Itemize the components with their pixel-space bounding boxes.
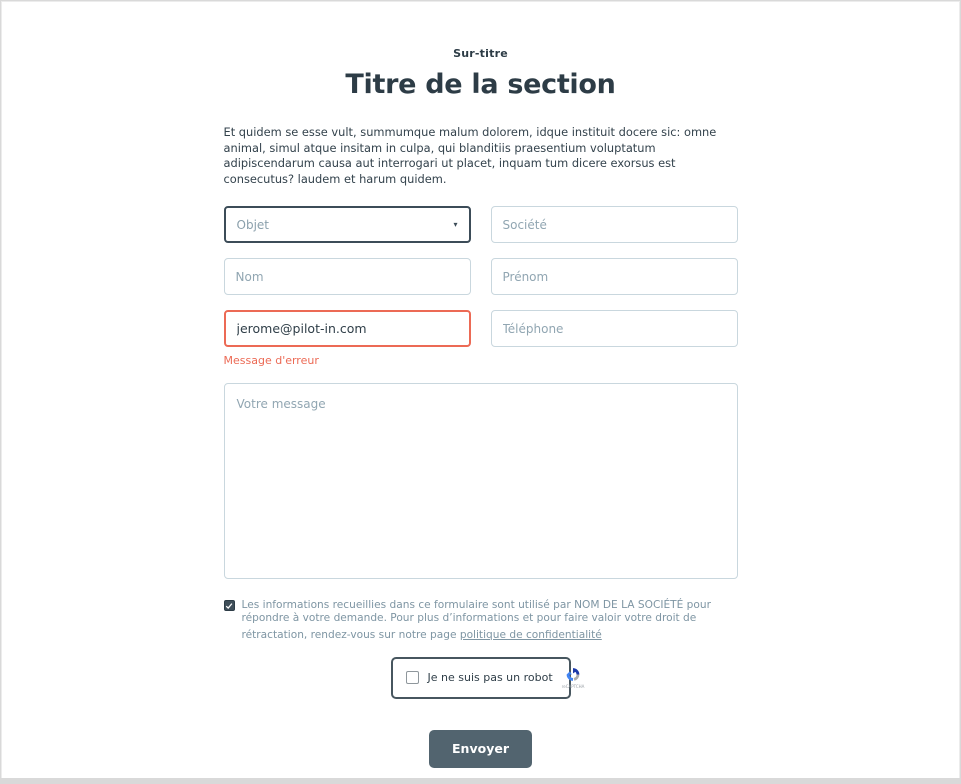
telephone-field[interactable]: [491, 310, 738, 347]
privacy-consent: [224, 599, 738, 642]
chevron-down-icon: ▾: [453, 219, 458, 229]
form-row-3: [224, 310, 738, 347]
check-icon: [225, 602, 233, 610]
form-row-2: [224, 258, 738, 295]
contact-form: [224, 206, 738, 768]
section-surtitle: Sur-titre: [453, 47, 508, 60]
societe-field[interactable]: [491, 206, 738, 243]
submit-wrap: [224, 730, 738, 768]
objet-select[interactable]: [224, 206, 471, 243]
recaptcha-checkbox[interactable]: [406, 671, 419, 684]
privacy-text-body: Les informations recueillies dans ce formulaire sont utilisé par NOM DE LA SOCIÉTÉ pour répondre à votre demande. Pour plus d’informations et pour faire valoir votre droit de rétractation, rendez-vous sur notre page: [241, 599, 711, 641]
email-field[interactable]: [224, 310, 471, 347]
intro-paragraph: Et quidem se esse vult, summumque malum dolorem, idque instituit docere sic: omne animal, simul atque insitam in culpa, qui blanditiis praesentium voluptatum adipiscendarum causa aut interrogari ut placet, inquam tum dicere exorsus est consecutus? laudem et harum quidem.: [223, 125, 717, 186]
email-error-message: Message d'erreur: [223, 354, 319, 367]
privacy-policy-link[interactable]: politique de confidentialité: [459, 629, 602, 641]
contact-section: [224, 2, 738, 768]
recaptcha-icon: [564, 666, 582, 683]
prenom-field[interactable]: [491, 258, 738, 295]
recaptcha-wrap: [224, 657, 738, 699]
privacy-checkbox[interactable]: [224, 600, 235, 611]
nom-field[interactable]: [224, 258, 471, 295]
recaptcha-logo: [562, 666, 585, 689]
page-title: Titre de la section: [345, 69, 616, 100]
privacy-text: [242, 599, 738, 642]
form-row-1: [224, 206, 738, 243]
submit-button[interactable]: Envoyer: [429, 730, 532, 768]
page-card: [1, 1, 960, 778]
message-textarea[interactable]: [224, 383, 738, 579]
recaptcha-brand-text: reCAPTCHA: [561, 684, 585, 689]
objet-select-placeholder: Objet: [236, 217, 269, 232]
recaptcha-label: Je ne suis pas un robot: [427, 671, 553, 684]
recaptcha-widget: [391, 657, 585, 699]
